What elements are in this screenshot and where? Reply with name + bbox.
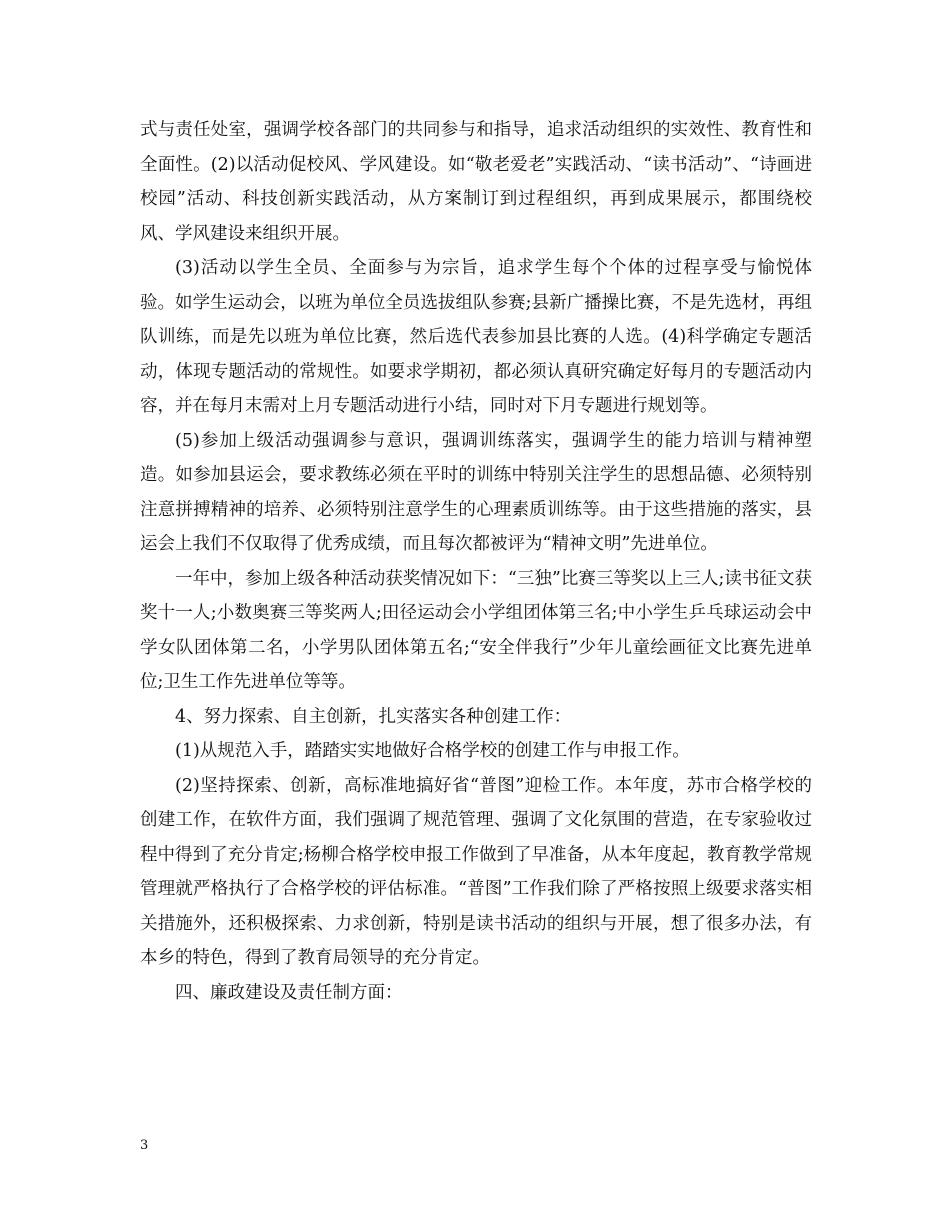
paragraph-awards-summary: 一年中，参加上级各种活动获奖情况如下：“三独”比赛三等奖以上三人;读书征文获奖十一人;小数奥赛三等奖两人;田径运动会小学组团体第三名;中小学生乒乓球运动会中学女队团体第二名，小学男队团体第五名;“安全伴我行”少年儿童绘画征文比赛先进单位;卫生工作先进单位等等。: [140, 568, 812, 692]
paragraph-higher-level-activities: (5)参加上级活动强调参与意识，强调训练落实，强调学生的能力培训与精神塑造。如参加县运会，要求教练必须在平时的训练中特别关注学生的思想品德、必须特别注意拼搏精神的培养、必须特别注意学生的心理素质训练等。由于这些措施的落实，县运会上我们不仅取得了优秀成绩，而且每次都被评为“精神文明”先进单位。: [140, 430, 812, 554]
paragraph-activity-organization: 式与责任处室，强调学校各部门的共同参与和指导，追求活动组织的实效性、教育性和全面性。(2)以活动促校风、学风建设。如“敬老爱老”实践活动、“读书活动”、“诗画进校园”活动、科技创新实践活动，从方案制订到过程组织，再到成果展示，都围绕校风、学风建设来组织开展。: [140, 120, 812, 244]
page-number: 3: [140, 1138, 149, 1153]
document-body: [140, 113, 812, 1010]
paragraph-student-participation: (3)活动以学生全员、全面参与为宗旨，追求学生每个个体的过程享受与愉悦体验。如学生运动会，以班为单位全员选拔组队参赛;县新广播操比赛，不是先选材，再组队训练，而是先以班为单位比赛，然后选代表参加县比赛的人选。(4)科学确定专题活动，体现专题活动的常规性。如要求学期初，都必须认真研究确定好每月的专题活动内容，并在每月末需对上月专题活动进行小结，同时对下月专题进行规划等。: [140, 258, 812, 416]
section-heading-integrity: 四、廉政建设及责任制方面：: [175, 982, 403, 1003]
paragraph-putu-inspection: (2)坚持探索、创新，高标准地搞好省“普图”迎检工作。本年度，苏市合格学校的创建工作，在软件方面，我们强调了规范管理、强调了文化氛围的营造，在专家验收过程中得到了充分肯定;杨柳合格学校申报工作做到了早准备，从本年度起，教育教学常规管理就严格执行了合格学校的评估标准。“普图”工作我们除了严格按照上级要求落实相关措施外，还积极探索、力求创新，特别是读书活动的组织与开展，想了很多办法，有本乡的特色，得到了教育局领导的充分肯定。: [140, 775, 812, 968]
section-heading-innovation: 4、努力探索、自主创新，扎实落实各种创建工作：: [175, 706, 572, 727]
paragraph-qualified-school-creation: (1)从规范入手，踏踏实实地做好合格学校的创建工作与申报工作。: [175, 741, 690, 761]
